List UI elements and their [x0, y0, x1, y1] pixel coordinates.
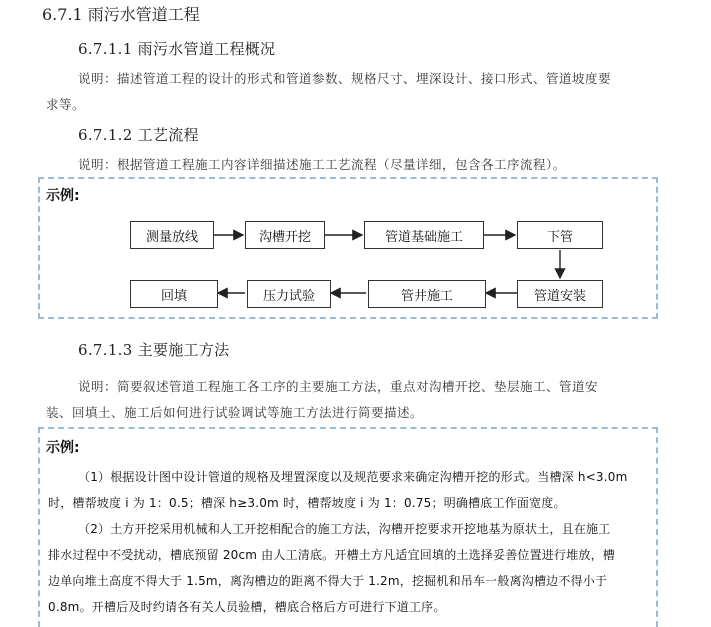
- overview-desc-line2: 求等。: [46, 97, 86, 112]
- flow-step-trench-excavation: 沟槽开挖: [245, 221, 325, 249]
- method-line-3: （2）土方开挖采用机械和人工开挖相配合的施工方法，沟槽开挖要求开挖地基为原状土，且在施工: [78, 522, 611, 536]
- methods-desc-line2: 装、回填土、施工后如何进行试验调试等施工方法进行简要描述。: [46, 405, 424, 420]
- method-line-1: （1）根据设计图中设计管道的规格及埋置深度以及规范要求来确定沟槽开挖的形式。当槽深 h<3.0m: [78, 470, 628, 484]
- method-line-5: 边单向堆土高度不得大于 1.5m，离沟槽边的距离不得大于 1.2m，挖掘机和吊车一般离沟槽边不得小于: [48, 574, 608, 588]
- process-heading: 6.7.1.2 工艺流程: [78, 126, 199, 144]
- methods-example-box: [38, 427, 658, 627]
- example-label-2: 示例:: [46, 440, 80, 456]
- flow-step-pipe-install: 管道安装: [517, 280, 603, 308]
- process-example-box: [38, 177, 658, 319]
- flow-step-manhole: 管井施工: [368, 280, 486, 308]
- flow-step-backfill: 回填: [130, 280, 218, 308]
- flow-step-survey: 测量放线: [130, 221, 214, 249]
- process-desc: 说明：根据管道工程施工内容详细描述施工工艺流程（尽量详细，包含各工序流程）。: [78, 157, 566, 172]
- flow-step-pipe-foundation: 管道基础施工: [364, 221, 484, 249]
- method-line-6: 0.8m。开槽后及时约请各有关人员验槽，槽底合格后方可进行下道工序。: [48, 600, 446, 614]
- method-line-4: 排水过程中不受扰动，槽底预留 20cm 由人工清底。开槽土方凡适宜回填的土选择妥善位置进行堆放，槽: [48, 548, 615, 562]
- overview-heading: 6.7.1.1 雨污水管道工程概况: [78, 40, 276, 58]
- section-title: 6.7.1 雨污水管道工程: [42, 5, 200, 24]
- methods-heading: 6.7.1.3 主要施工方法: [78, 341, 230, 359]
- method-line-2: 时，槽帮坡度 i 为 1：0.5；槽深 h≥3.0m 时，槽帮坡度 i 为 1：0.75；明确槽底工作面宽度。: [48, 496, 566, 510]
- methods-desc-line1: 说明：简要叙述管道工程施工各工序的主要施工方法，重点对沟槽开挖、垫层施工、管道安: [78, 379, 599, 394]
- overview-desc-line1: 说明：描述管道工程的设计的形式和管道参数、规格尺寸、埋深设计、接口形式、管道坡度要: [78, 71, 612, 86]
- flow-step-pressure-test: 压力试验: [247, 280, 331, 308]
- flow-step-lower-pipe: 下管: [517, 221, 603, 249]
- example-label: 示例:: [46, 188, 80, 204]
